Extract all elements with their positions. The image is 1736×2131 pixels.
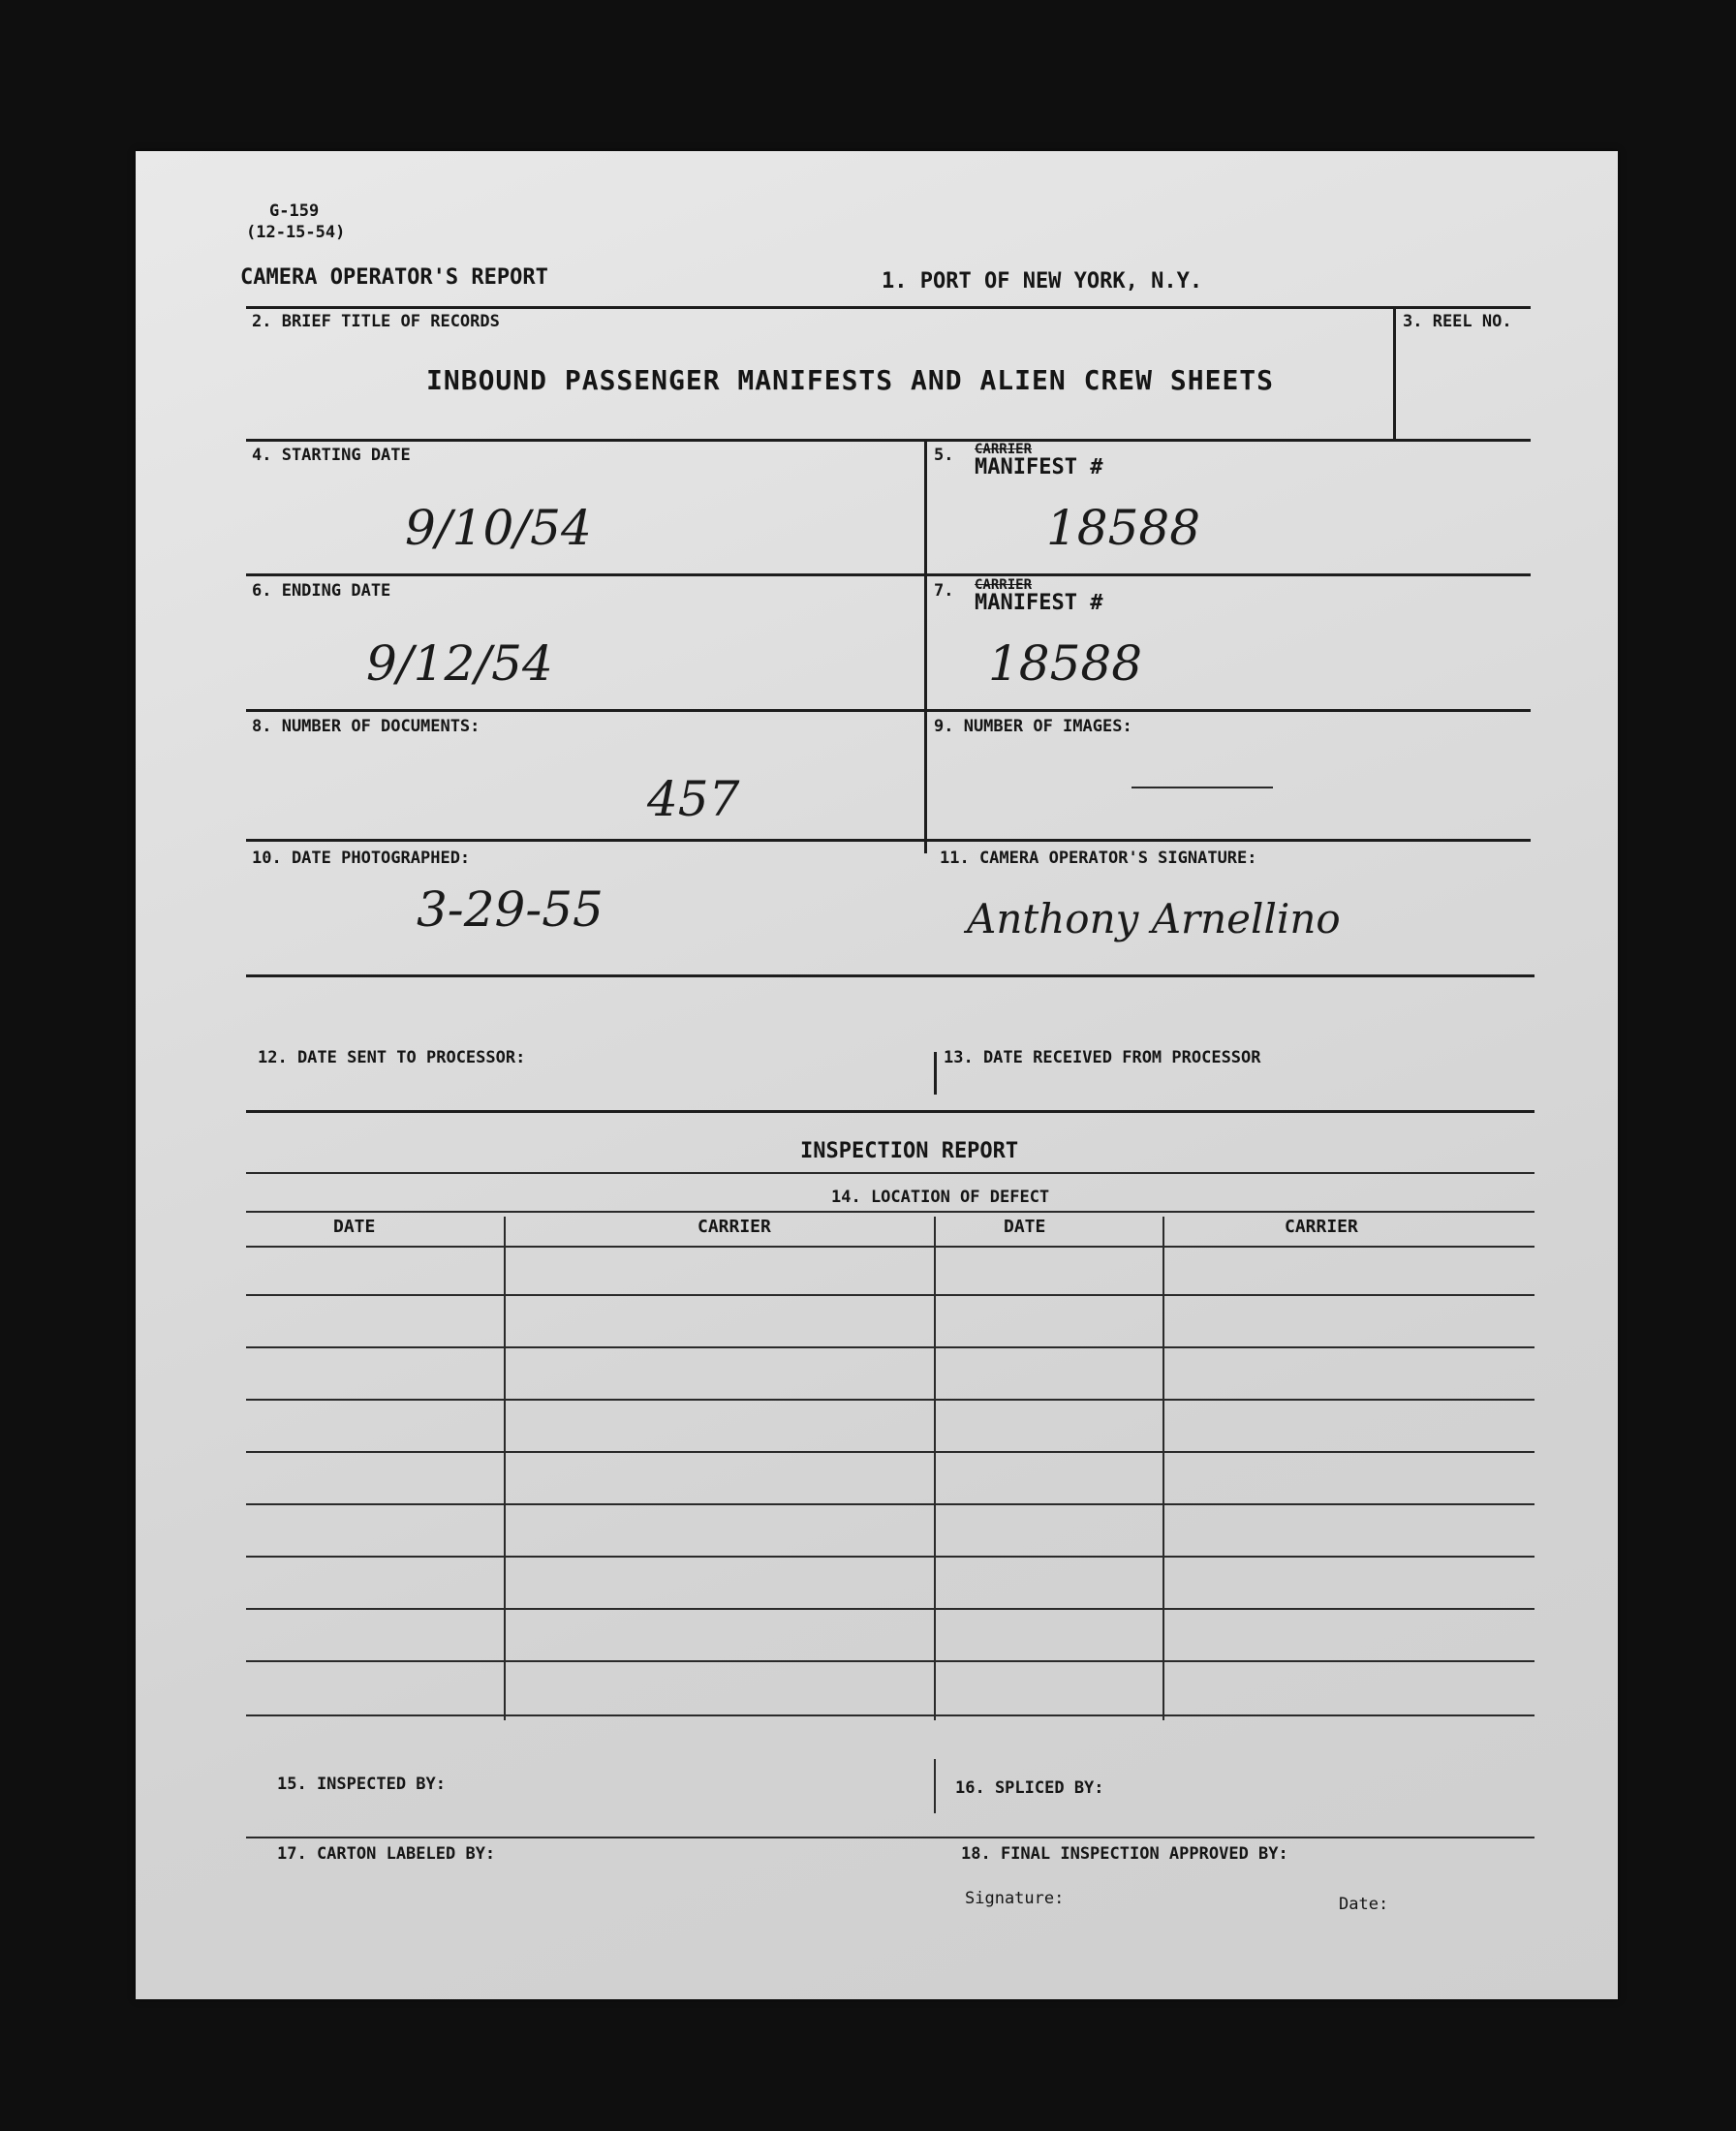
form-sheet	[136, 151, 1618, 1999]
carrier-end-label: 7.	[934, 581, 954, 601]
carton-labeled-label: 17. CARTON LABELED BY:	[277, 1844, 496, 1864]
rule	[504, 1217, 506, 1720]
rule	[246, 1837, 1534, 1838]
rule	[246, 439, 1531, 442]
rule	[246, 1346, 1534, 1348]
col-header-carrier-1: CARRIER	[698, 1217, 771, 1237]
form-date: (12-15-54)	[246, 223, 346, 242]
operator-signature: Anthony Arnellino	[967, 895, 1341, 942]
rule	[246, 709, 1531, 712]
rule	[246, 1246, 1534, 1248]
rule	[246, 1608, 1534, 1610]
rule	[246, 1172, 1534, 1174]
carrier-end-typed: MANIFEST #	[975, 591, 1103, 615]
rule	[246, 1110, 1534, 1113]
rule	[934, 1052, 937, 1095]
ending-date-label: 6. ENDING DATE	[252, 581, 391, 601]
col-header-date-1: DATE	[333, 1217, 376, 1237]
spliced-by-label: 16. SPLICED BY:	[955, 1778, 1104, 1798]
rule	[246, 974, 1534, 977]
inspected-by-label: 15. INSPECTED BY:	[277, 1775, 446, 1794]
date-line-label: Date:	[1339, 1895, 1389, 1914]
rule	[246, 1503, 1534, 1505]
carrier-start-typed: MANIFEST #	[975, 455, 1103, 479]
rule	[1162, 1217, 1164, 1720]
ending-date-value: 9/12/54	[366, 635, 553, 692]
rule	[934, 1759, 936, 1813]
brief-title-value: INBOUND PASSENGER MANIFESTS AND ALIEN CREW SHEETS	[426, 364, 1275, 396]
carrier-start-label: 5.	[934, 446, 954, 465]
form-title: CAMERA OPERATOR'S REPORT	[240, 265, 548, 290]
starting-date-value: 9/10/54	[405, 500, 592, 556]
final-inspection-label: 18. FINAL INSPECTION APPROVED BY:	[961, 1844, 1288, 1864]
rule	[246, 1660, 1534, 1662]
carrier-end-struck: CARRIER	[975, 577, 1033, 593]
rule	[246, 1294, 1534, 1296]
rule	[924, 439, 927, 853]
rule	[934, 1217, 936, 1720]
rule	[1393, 306, 1396, 442]
reel-no-label: 3. REEL NO.	[1403, 312, 1512, 331]
date-received-label: 13. DATE RECEIVED FROM PROCESSOR	[944, 1048, 1261, 1067]
rule	[246, 1714, 1534, 1716]
carrier-start-value: 18588	[1046, 500, 1201, 556]
rule	[246, 1211, 1534, 1213]
rule	[246, 1451, 1534, 1453]
brief-title-label: 2. BRIEF TITLE OF RECORDS	[252, 312, 500, 331]
num-documents-label: 8. NUMBER OF DOCUMENTS:	[252, 717, 480, 736]
port-label: 1. PORT OF NEW YORK, N.Y.	[882, 269, 1203, 293]
form-number: G-159	[269, 201, 320, 221]
num-images-label: 9. NUMBER OF IMAGES:	[934, 717, 1132, 736]
rule	[246, 573, 1531, 576]
rule	[246, 306, 1531, 309]
starting-date-label: 4. STARTING DATE	[252, 446, 411, 465]
col-header-date-2: DATE	[1004, 1217, 1046, 1237]
num-documents-value: 457	[647, 771, 740, 827]
num-images-dash	[1132, 787, 1273, 788]
carrier-start-struck: CARRIER	[975, 442, 1033, 457]
location-of-defect-label: 14. LOCATION OF DEFECT	[831, 1188, 1050, 1207]
date-photographed-label: 10. DATE PHOTOGRAPHED:	[252, 849, 471, 868]
date-photographed-value: 3-29-55	[417, 881, 604, 938]
col-header-carrier-2: CARRIER	[1285, 1217, 1358, 1237]
carrier-end-value: 18588	[988, 635, 1143, 692]
signature-line-label: Signature:	[965, 1889, 1065, 1908]
rule	[246, 1556, 1534, 1558]
inspection-title: INSPECTION REPORT	[800, 1139, 1019, 1163]
signature-label: 11. CAMERA OPERATOR'S SIGNATURE:	[940, 849, 1257, 868]
rule	[246, 839, 1531, 842]
date-sent-label: 12. DATE SENT TO PROCESSOR:	[258, 1048, 526, 1067]
rule	[246, 1399, 1534, 1401]
